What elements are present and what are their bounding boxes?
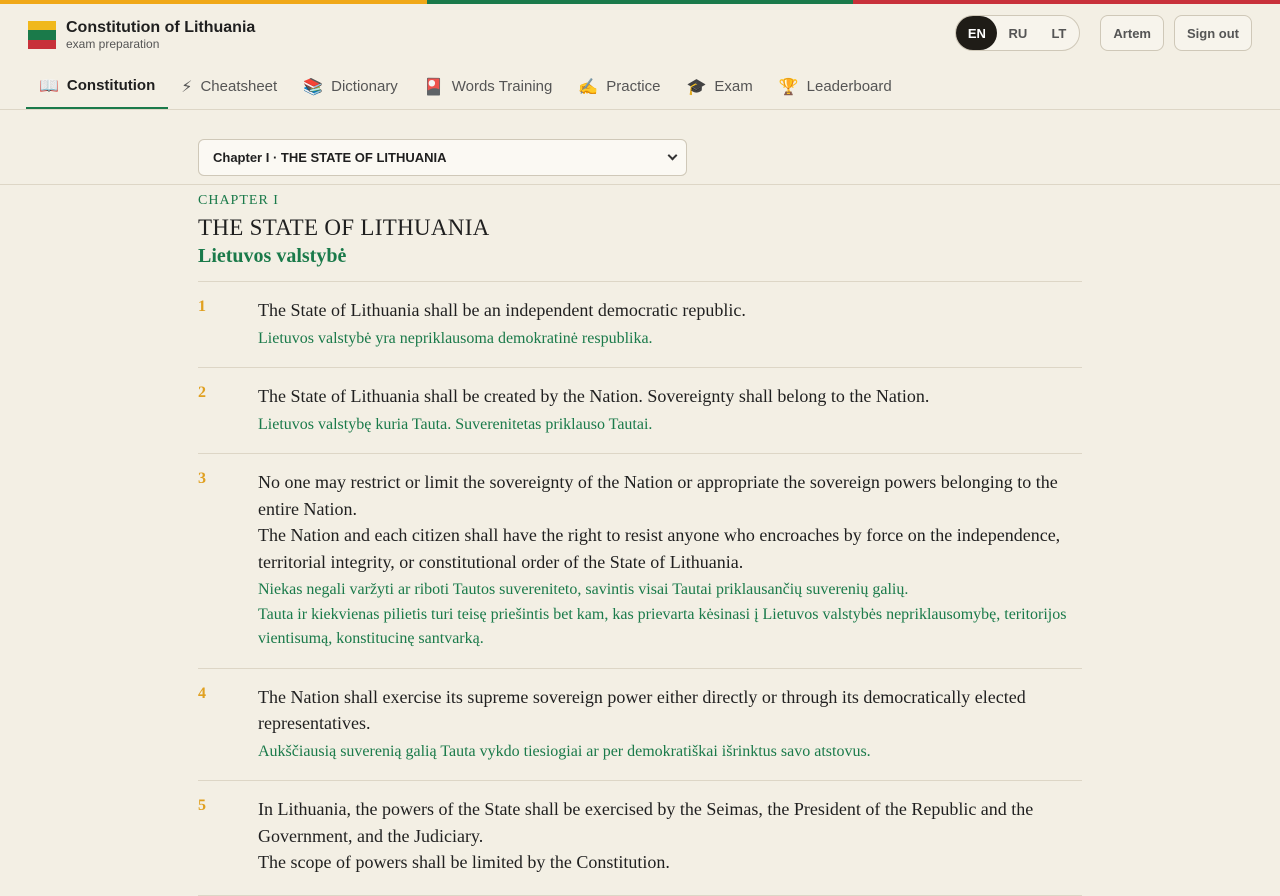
article-text-en: No one may restrict or limit the sovereignty of the Nation or appropriate the sovereign powers belonging to the entire Nation. (258, 472, 1058, 519)
chapter-content (198, 185, 1082, 896)
tab-label: Leaderboard (806, 78, 892, 95)
article-row (198, 368, 1082, 454)
tab-practice[interactable] (565, 64, 673, 109)
lang-ru-button[interactable]: RU (1008, 25, 1028, 41)
chapter-kicker: CHAPTER I (198, 193, 279, 208)
tab-words-training[interactable] (411, 64, 566, 109)
article-text-lt: Lietuvos valstybę kuria Tauta. Suverenitetas priklauso Tautai. (258, 415, 653, 433)
tab-exam[interactable] (673, 64, 765, 109)
article-text-lt: Niekas negali varžyti ar riboti Tautos suvereniteto, savintis visai Tautai priklausančių suverenių galių. (258, 581, 909, 598)
graduation-cap-icon: 🎓 (686, 78, 707, 96)
tab-label: Cheatsheet (200, 78, 278, 95)
article-number: 5 (198, 797, 206, 814)
tab-constitution[interactable] (26, 64, 168, 109)
language-switcher (955, 15, 1080, 51)
article-text-lt: Tauta ir kiekvienas pilietis turi teisę priešintis bet kam, kas prievarta kėsinasi į Lietuvos valstybės nepriklausomybę, teritorijos vientisumą, konstitucinę santvarką. (258, 605, 1067, 647)
lightning-icon: ⚡ (181, 78, 193, 96)
book-icon: 📖 (39, 77, 59, 95)
article-list (198, 281, 1082, 896)
chapter-select-value: Chapter I · THE STATE OF LITHUANIA (213, 150, 447, 165)
lithuania-flag-icon (28, 21, 56, 49)
chapter-title-lt: Lietuvos valstybė (198, 245, 347, 267)
tab-label: Dictionary (331, 78, 398, 95)
tab-cheatsheet[interactable] (168, 64, 290, 109)
main-nav (26, 64, 905, 110)
article-text-en: The State of Lithuania shall be created by the Nation. Sovereignty shall belong to the Nation. (258, 386, 930, 406)
tab-leaderboard[interactable] (766, 64, 905, 109)
chapter-title: THE STATE OF LITHUANIA (198, 215, 490, 240)
trophy-icon: 🏆 (778, 78, 799, 96)
article-row (198, 454, 1082, 669)
brand[interactable] (28, 19, 255, 51)
chevron-down-icon (668, 151, 678, 161)
brand-title: Constitution of Lithuania (66, 19, 256, 36)
sign-out-button[interactable]: Sign out (1174, 15, 1252, 51)
app-header (0, 4, 1280, 110)
article-row (198, 781, 1082, 896)
chapter-select[interactable] (198, 139, 687, 176)
books-icon: 📚 (303, 78, 324, 96)
user-button[interactable]: Artem (1100, 15, 1164, 51)
article-number: 2 (198, 384, 206, 401)
article-row (198, 669, 1082, 782)
article-number: 3 (198, 470, 206, 487)
tab-label: Constitution (66, 77, 156, 94)
article-text-en: The State of Lithuania shall be an independent democratic republic. (258, 300, 746, 320)
article-text-lt: Aukščiausią suverenią galią Tauta vykdo tiesiogiai ar per demokratiškai išrinktus savo atstovus. (258, 742, 871, 760)
lang-lt-button[interactable]: LT (1051, 25, 1067, 41)
header-controls (955, 15, 1252, 51)
writing-hand-icon: ✍️ (578, 78, 599, 96)
article-number: 1 (198, 298, 206, 315)
tab-label: Exam (714, 78, 753, 95)
article-number: 4 (198, 684, 206, 702)
chapter-select-bar (0, 110, 1280, 185)
article-text-en: The Nation shall exercise its supreme sovereign power either directly or through its democratically elected representatives. (258, 686, 1026, 733)
brand-subtitle: exam preparation (66, 37, 160, 51)
article-text-en: In Lithuania, the powers of the State shall be exercised by the Seimas, the President of the Republic and the Government, and the Judiciary. (258, 799, 1034, 846)
tab-label: Practice (606, 78, 661, 95)
lang-en-button[interactable]: EN (956, 16, 997, 50)
flashcard-icon: 🎴 (423, 78, 444, 96)
tab-label: Words Training (451, 78, 553, 95)
article-row (198, 282, 1082, 368)
article-text-en: The scope of powers shall be limited by the Constitution. (258, 852, 670, 872)
tab-dictionary[interactable] (290, 64, 411, 109)
article-text-lt: Lietuvos valstybė yra nepriklausoma demokratinė respublika. (258, 329, 653, 347)
article-text-en: The Nation and each citizen shall have the right to resist anyone who encroaches by force on the independence, territorial integrity, or constitutional order of the State of Lithuania. (258, 525, 1061, 572)
